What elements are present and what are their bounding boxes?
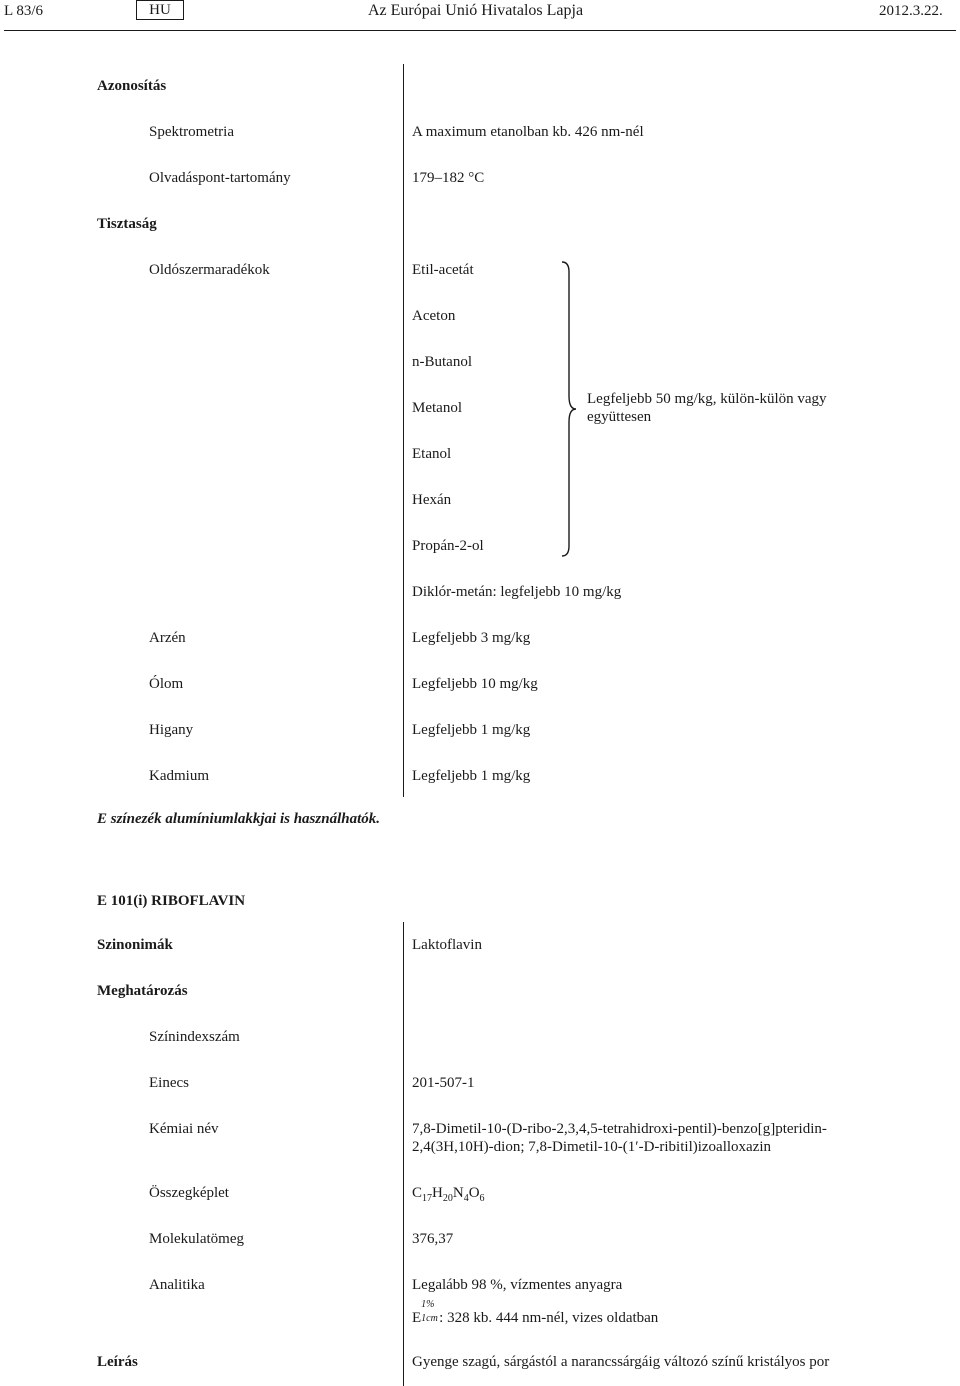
formula-h-count: 20 bbox=[442, 1193, 453, 1204]
solvent-item: Metanol bbox=[412, 400, 462, 416]
formula-n-count: 4 bbox=[463, 1193, 469, 1204]
leiras-value: Gyenge szagú, sárgástól a narancssárgáig változó színű kristályos por bbox=[412, 1354, 830, 1370]
metal-label: Higany bbox=[149, 722, 194, 738]
metal-label: Arzén bbox=[149, 630, 186, 646]
oldoszer-label: Oldószermaradékok bbox=[149, 262, 270, 278]
solvent-item: Etanol bbox=[412, 446, 452, 462]
metal-value: Legfeljebb 3 mg/kg bbox=[412, 630, 531, 646]
extinction-sub: 1cm bbox=[421, 1313, 438, 1324]
lake-note: E színezék alumíniumlakkjai is használhatók. bbox=[97, 811, 381, 827]
spektrometria-label: Spektrometria bbox=[149, 124, 234, 140]
formula-o-count: 6 bbox=[479, 1193, 485, 1204]
extinction-value bbox=[412, 1299, 659, 1327]
curly-brace-icon bbox=[560, 260, 584, 558]
analitika-label: Analitika bbox=[149, 1277, 205, 1293]
einecs-value: 201-507-1 bbox=[412, 1075, 475, 1091]
solvent-item: Aceton bbox=[412, 308, 456, 324]
olvadaspont-value: 179–182 °C bbox=[412, 170, 485, 186]
spektrometria-value: A maximum etanolban kb. 426 nm-nél bbox=[412, 124, 644, 140]
diklor-metan-value: Diklór-metán: legfeljebb 10 mg/kg bbox=[412, 584, 622, 600]
kemiai-nev-line1: 7,8-Dimetil-10-(D-ribo-2,3,4,5-tetrahidroxi-pentil)-benzo[g]pteridin- bbox=[412, 1121, 827, 1137]
formula-c-count: 17 bbox=[422, 1193, 433, 1204]
metal-label: Kadmium bbox=[149, 768, 209, 784]
metal-value: Legfeljebb 10 mg/kg bbox=[412, 676, 538, 692]
kemiai-nev-line2: 2,4(3H,10H)-dion; 7,8-Dimetil-10-(1′-D-ribitil)izoalloxazin bbox=[412, 1139, 772, 1155]
solvent-limit-line2: együttesen bbox=[587, 409, 652, 425]
riboflavin-title: E 101(i) RIBOFLAVIN bbox=[97, 893, 246, 909]
formula-n: N bbox=[452, 1185, 464, 1201]
solvent-limit-line1: Legfeljebb 50 mg/kg, külön-külön vagy bbox=[587, 391, 827, 407]
heading-tisztasag: Tisztaság bbox=[97, 216, 157, 232]
leiras-label: Leírás bbox=[97, 1354, 138, 1370]
language-badge: HU bbox=[136, 0, 184, 20]
osszegkeplet-label: Összegképlet bbox=[149, 1185, 229, 1201]
olvadaspont-label: Olvadáspont-tartomány bbox=[149, 170, 291, 186]
solvent-item: Propán-2-ol bbox=[412, 538, 484, 554]
formula-o: O bbox=[468, 1185, 480, 1201]
heading-azonositas: Azonosítás bbox=[97, 78, 167, 94]
einecs-label: Einecs bbox=[149, 1075, 189, 1091]
header-rule bbox=[4, 30, 956, 31]
molekulatomeg-value: 376,37 bbox=[412, 1231, 454, 1247]
publication-date: 2012.3.22. bbox=[879, 3, 943, 19]
molekulatomeg-label: Molekulatömeg bbox=[149, 1231, 244, 1247]
formula-c: C bbox=[412, 1185, 423, 1201]
journal-title: Az Európai Unió Hivatalos Lapja bbox=[368, 2, 584, 19]
extinction-rest: : 328 kb. 444 nm-nél, vizes oldatban bbox=[439, 1310, 659, 1326]
formula-h: H bbox=[432, 1185, 443, 1201]
molecular-formula bbox=[412, 1184, 485, 1202]
extinction-e: E bbox=[412, 1310, 422, 1326]
page-reference: L 83/6 bbox=[4, 3, 44, 19]
szinonimak-value: Laktoflavin bbox=[412, 937, 482, 953]
solvent-item: Etil-acetát bbox=[412, 262, 474, 278]
szinindex-label: Színindexszám bbox=[149, 1029, 240, 1045]
szinonimak-label: Szinonimák bbox=[97, 937, 173, 953]
analitika-value: Legalább 98 %, vízmentes anyagra bbox=[412, 1277, 623, 1293]
table1-divider bbox=[403, 64, 404, 797]
heading-meghatarozas: Meghatározás bbox=[97, 983, 188, 999]
metal-value: Legfeljebb 1 mg/kg bbox=[412, 722, 531, 738]
solvent-item: n-Butanol bbox=[412, 354, 472, 370]
table2-divider bbox=[403, 922, 404, 1386]
metal-label: Ólom bbox=[149, 676, 184, 692]
kemiai-nev-label: Kémiai név bbox=[149, 1121, 219, 1137]
metal-value: Legfeljebb 1 mg/kg bbox=[412, 768, 531, 784]
solvent-item: Hexán bbox=[412, 492, 452, 508]
extinction-sup: 1% bbox=[421, 1299, 435, 1310]
